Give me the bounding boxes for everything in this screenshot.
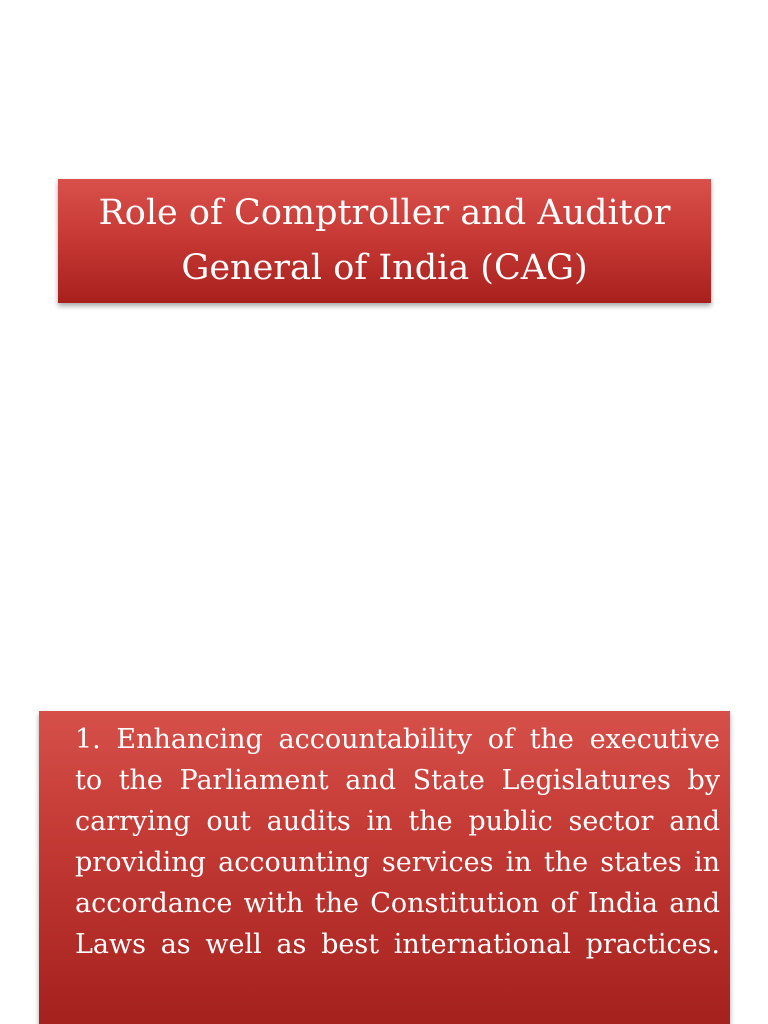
point-text: 1. Enhancing accountability of the executive to the Parliament and State Legislatures by carrying out audits in the public sector and providing accounting services in the states in accordance with the Constitution of India and Laws as well as best international practices. [75,724,720,960]
title-box [58,179,711,303]
slide-title: Role of Comptroller and Auditor General of India (CAG) [98,193,671,288]
content-box [39,711,730,1024]
